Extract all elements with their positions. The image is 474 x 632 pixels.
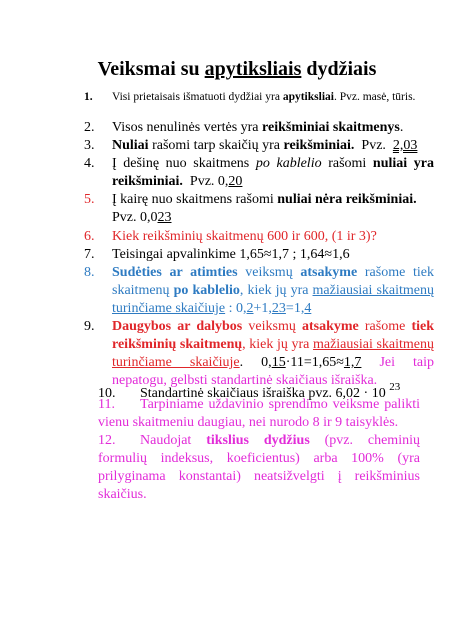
rule-number: 3.: [84, 138, 95, 153]
rule-text: rašomi tarp skaičių yra: [148, 138, 284, 153]
rule-text: Visi prietaisais išmatuoti dydžiai yra: [112, 91, 283, 103]
rule-keyword: Nuliai: [112, 138, 149, 153]
rule-text: veiksmų: [242, 319, 302, 334]
rule-1: [84, 90, 434, 105]
rule-keyword: apytiksliai: [282, 91, 334, 103]
rule-text-italic: po kablelio: [255, 156, 322, 171]
rule-text: Į dešinę nuo skaitmens: [112, 156, 256, 171]
rule-keyword: po kablelio: [173, 283, 240, 298]
example-value: 23: [157, 210, 172, 225]
rule-text: rašome: [358, 319, 412, 334]
example-digit: 23: [271, 301, 286, 316]
rule-number: 7.: [84, 247, 95, 262]
rule-text: , kiek jų yra: [242, 337, 313, 352]
rule-text: =1,: [285, 301, 305, 316]
example-value: 2,03: [392, 138, 418, 153]
rule-text: . 0,: [239, 355, 272, 370]
rule-number: 6.: [84, 229, 95, 244]
example-digit: 1,7: [343, 355, 362, 370]
rule-text: Į kairę nuo skaitmens rašomi: [112, 192, 278, 207]
rule-text: Pvz.: [354, 138, 393, 153]
rule-number: 10.: [98, 386, 116, 401]
rule-text: +1,: [253, 301, 272, 316]
rule-text: rašome tiek skaitmenų: [112, 265, 434, 298]
rule-text: : 0,: [225, 301, 247, 316]
rule-text: Standartinė skaičiaus išraiška pvz. 6,02 · 10: [140, 386, 390, 401]
example-digit: 15: [271, 355, 286, 370]
rule-2: [84, 119, 434, 137]
rule-text: Pvz. 0,: [182, 174, 229, 189]
rule-text: rašomi: [321, 156, 373, 171]
rule-text: ·11=1,65≈: [285, 355, 344, 370]
rule-8: [84, 264, 434, 318]
rule-number: 2.: [84, 120, 95, 135]
rule-text: Jei taip nepatogu, gelbsti standartinė skaičiaus išraiška.: [112, 355, 435, 388]
rule-keyword: reikšminiai.: [283, 138, 355, 153]
rule-number: 5.: [84, 192, 95, 207]
rule-text: , (1 ir 3)?: [324, 229, 377, 244]
rule-keyword: reikšminiai skaitmenys: [262, 120, 400, 135]
rule-12: [98, 432, 420, 504]
rule-3: [84, 137, 434, 155]
rule-keyword: tiek reikšminių skaitmenų: [112, 319, 434, 352]
rule-4: [84, 155, 434, 191]
rule-keyword: nuliai yra reikšminiai.: [112, 156, 434, 189]
rule-number: 11.: [98, 397, 115, 412]
rule-number: 1.: [84, 91, 93, 103]
rule-text: .: [399, 120, 404, 135]
rule-number: 12.: [98, 433, 116, 448]
rule-keyword: nuliai nėra reikšminiai.: [277, 192, 417, 207]
rule-text: Naudojat: [140, 433, 207, 448]
rule-keyword: Sudėties ar atimties: [112, 265, 238, 280]
example-digit: 4: [304, 301, 312, 316]
example-digit: 2: [246, 301, 254, 316]
rule-text-underlined: mažiausiai skaitmenų turinčiame skaičiuje: [112, 337, 434, 370]
rule-text: . Pvz. masė, tūris.: [333, 91, 416, 103]
rule-11: [98, 396, 420, 432]
rule-number: 9.: [84, 319, 95, 334]
rule-6: [84, 228, 434, 246]
rule-7: [84, 246, 434, 264]
rule-keyword: atsakyme: [301, 319, 359, 334]
rule-keyword: atsakyme: [300, 265, 358, 280]
rule-text: , kiek jų yra: [239, 283, 313, 298]
title-pre: Veiksmai su: [97, 58, 205, 80]
rule-number: 8.: [84, 265, 95, 280]
page-title: [0, 58, 474, 81]
example-value: 20: [228, 174, 243, 189]
rule-text: Teisingai apvalinkime 1,65≈1,7 ; 1,64≈1,6: [112, 247, 350, 262]
rule-text: (pvz. cheminių formulių indeksus, koeficientus) arba 100% (yra prilyginama konstantai) neatsižvelgti į reikšminius skaičius.: [98, 433, 420, 502]
rule-text-underlined: mažiausiai skaitmenų turinčiame skaičiuje: [112, 283, 434, 316]
rule-text: Visos nenulinės vertės yra: [112, 120, 263, 135]
rule-keyword: tikslius dydžius: [206, 433, 310, 448]
title-underlined: apytiksliais: [204, 58, 302, 80]
rule-5: [84, 191, 434, 227]
rule-keyword: Daugybos ar dalybos: [112, 319, 243, 334]
rule-text: Kiek reikšminių skaitmenų 600 ir 600: [112, 229, 325, 244]
rule-text: veiksmų: [237, 265, 301, 280]
rule-text: Tarpiniame uždavinio sprendimo veiksme palikti vienu skaitmeniu daugiau, nei nurodo 8 ir 9 taisyklės.: [98, 397, 420, 430]
rule-number: 4.: [84, 156, 95, 171]
title-post: dydžiais: [301, 58, 377, 80]
exponent: 23: [389, 381, 401, 393]
rule-text: Pvz. 0,0: [112, 210, 158, 225]
